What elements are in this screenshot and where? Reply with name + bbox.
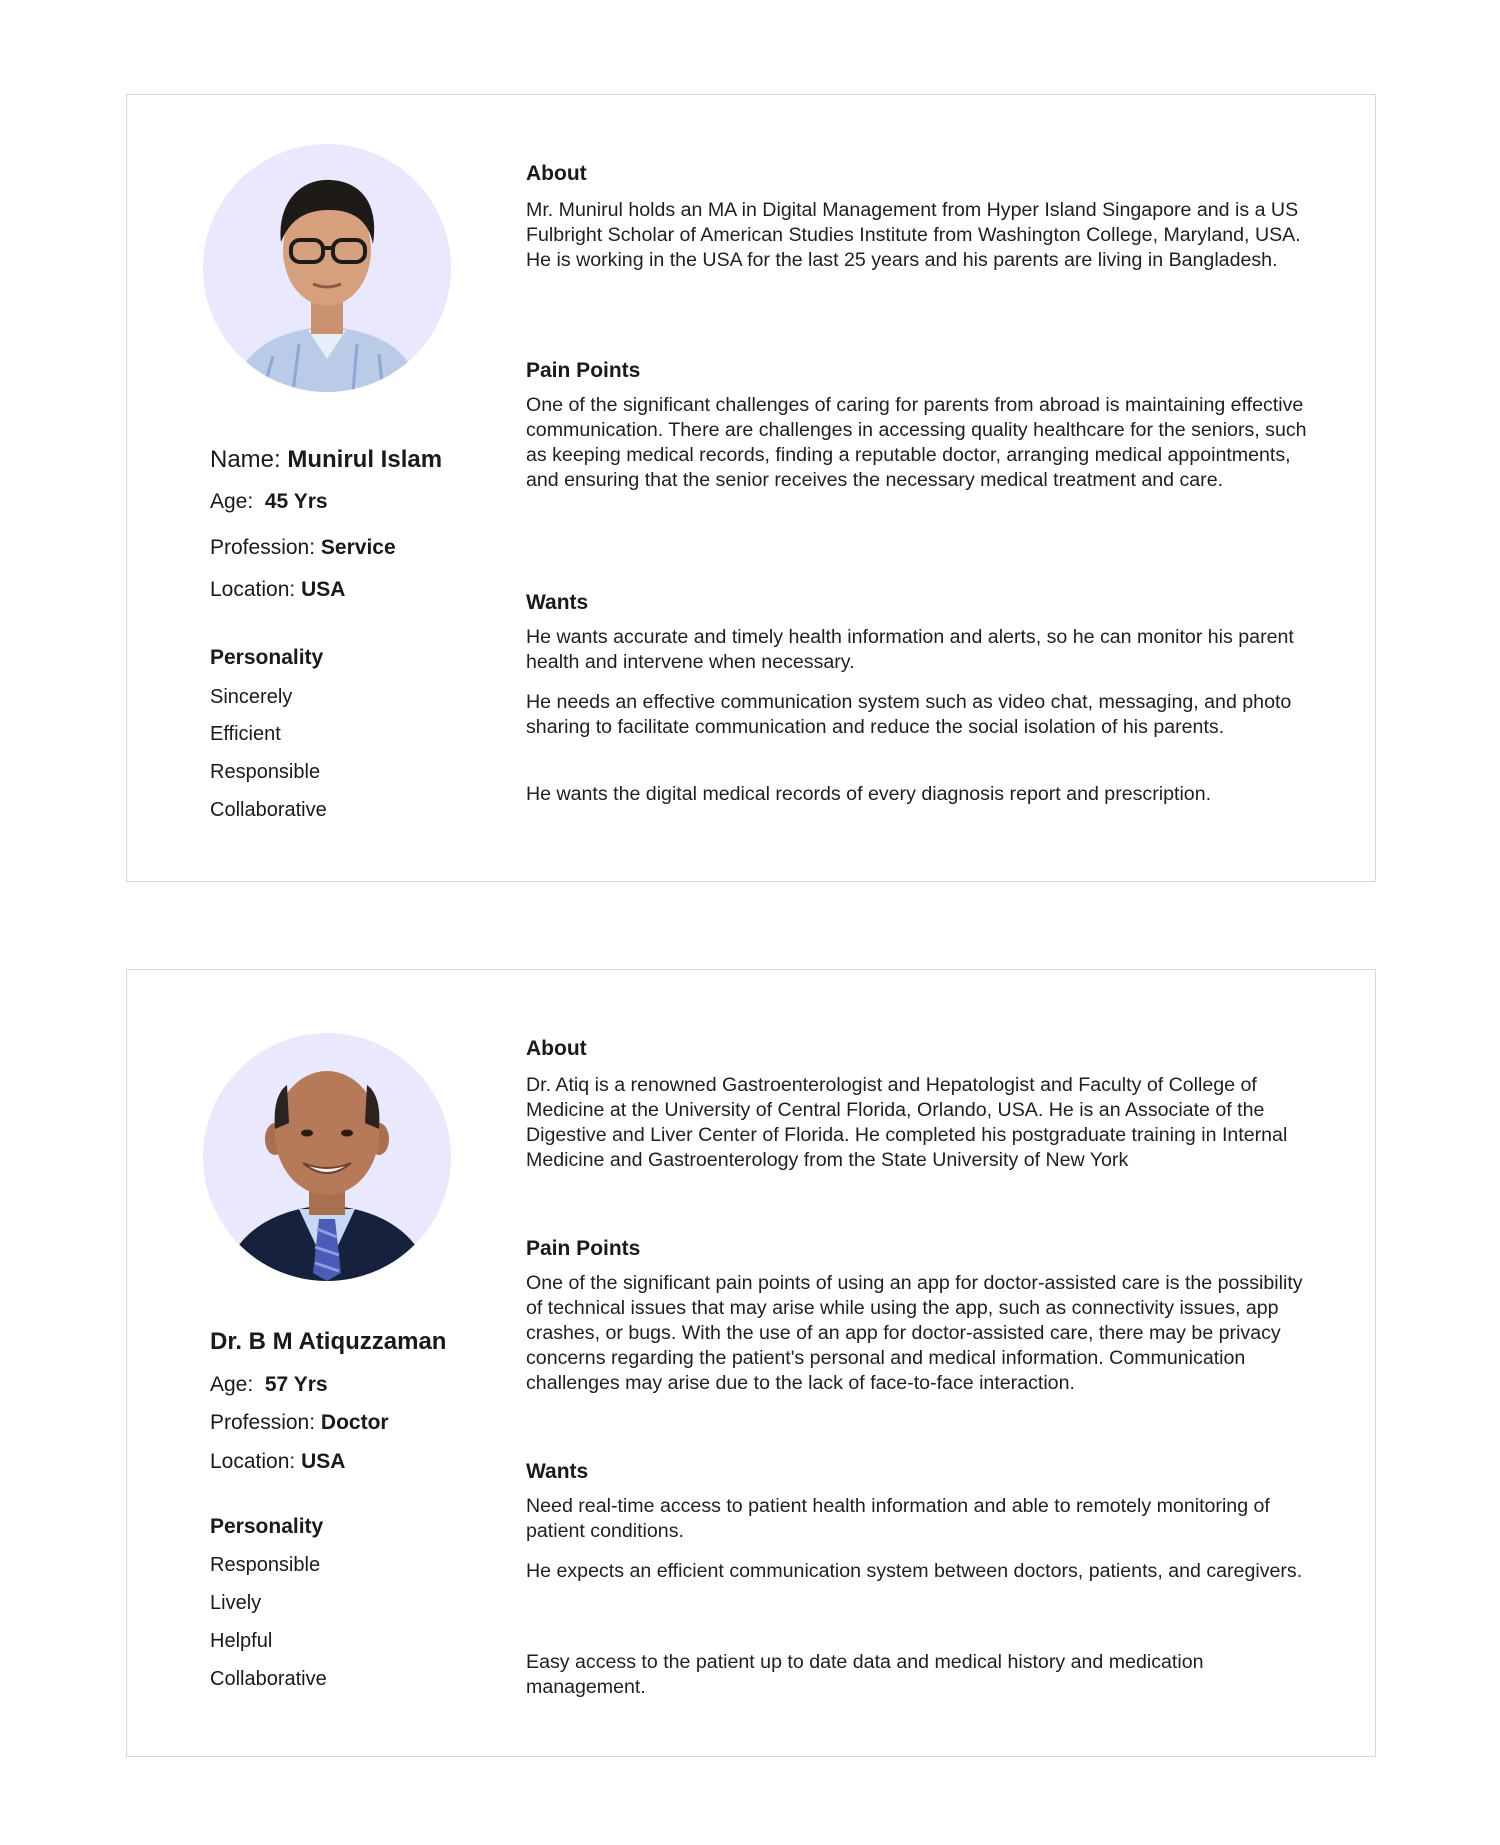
personality-trait: Collaborative — [210, 799, 327, 821]
location-field — [210, 1449, 345, 1474]
about-heading: About — [526, 162, 587, 185]
wants-heading: Wants — [526, 1460, 589, 1483]
location-field — [210, 577, 345, 602]
pain-points-heading: Pain Points — [526, 359, 641, 382]
name-value: Dr. B M Atiquzzaman — [210, 1328, 447, 1355]
personality-trait: Collaborative — [210, 1668, 327, 1690]
about-text: Dr. Atiq is a renowned Gastroenterologist and Hepatologist and Faculty of College of Medicine at the University of Central Florida, Orlando, USA. He is an Associate of the Digestive and Liver Center of Florida. He completed his postgraduate training in Internal Medicine and Gastroenterology from the State University of New York — [526, 1074, 1288, 1171]
age-label: Age: — [210, 490, 254, 513]
wants-item: He wants accurate and timely health information and alerts, so he can monitor his parent health and intervene when necessary. — [526, 626, 1294, 673]
personality-trait: Helpful — [210, 1630, 273, 1652]
personality-trait: Sincerely — [210, 686, 293, 708]
persona-card-atiquzzaman — [126, 969, 1376, 1757]
age-value: 45 Yrs — [264, 490, 328, 513]
about-heading: About — [526, 1037, 587, 1060]
person-photo-icon — [203, 144, 451, 392]
personality-trait: Lively — [210, 1592, 262, 1614]
profession-label: Profession: — [210, 1411, 316, 1434]
person-photo-icon — [203, 1033, 451, 1281]
pain-points-heading: Pain Points — [526, 1237, 641, 1260]
about-text: Mr. Munirul holds an MA in Digital Management from Hyper Island Singapore and is a US Fulbright Scholar of American Studies Institute from Washington College, Maryland, USA. He is working in the USA for the last 25 years and his parents are living in Bangladesh. — [526, 199, 1301, 271]
wants-item: He expects an efficient communication system between doctors, patients, and caregivers. — [526, 1560, 1303, 1582]
location-value: USA — [301, 578, 346, 601]
avatar — [203, 1033, 451, 1281]
personality-trait: Responsible — [210, 761, 321, 783]
personality-heading: Personality — [210, 646, 324, 669]
profession-label: Profession: — [210, 536, 316, 559]
age-value: 57 Yrs — [264, 1373, 328, 1396]
profession-value: Service — [320, 536, 396, 559]
personality-trait: Efficient — [210, 723, 281, 745]
personality-trait: Responsible — [210, 1554, 321, 1576]
wants-item: Easy access to the patient up to date data and medical history and medication management. — [526, 1651, 1204, 1698]
pain-points-text: One of the significant pain points of using an app for doctor-assisted care is the possibility of technical issues that may arise while using the app, such as connectivity issues, app crashes, or bugs. With the use of an app for doctor-assisted care, there may be privacy concerns regarding the patient's personal and medical information. Communication challenges may arise due to the lack of face-to-face interaction. — [526, 1272, 1303, 1394]
age-field — [210, 489, 328, 514]
wants-heading: Wants — [526, 591, 589, 614]
age-field — [210, 1372, 328, 1397]
pain-points-text: One of the significant challenges of caring for parents from abroad is maintaining effective communication. There are challenges in accessing quality healthcare for the seniors, such as keeping medical records, finding a reputable doctor, arranging medical appointments, and ensuring that the senior receives the necessary medical treatment and care. — [526, 394, 1307, 491]
persona-card-munirul — [126, 94, 1376, 882]
location-label: Location: — [210, 1450, 296, 1473]
name-field — [210, 446, 442, 475]
age-label: Age: — [210, 1373, 254, 1396]
wants-item: He needs an effective communication system such as video chat, messaging, and photo sharing to facilitate communication and reduce the social isolation of his parents. — [526, 691, 1292, 738]
location-label: Location: — [210, 578, 296, 601]
location-value: USA — [301, 1450, 346, 1473]
profession-value: Doctor — [320, 1411, 389, 1434]
personality-heading: Personality — [210, 1515, 324, 1538]
profession-field — [210, 535, 396, 560]
wants-item: He wants the digital medical records of every diagnosis report and prescription. — [526, 783, 1212, 805]
profession-field — [210, 1410, 389, 1435]
avatar — [203, 144, 451, 392]
name-label: Name: — [210, 446, 281, 473]
name-value: Munirul Islam — [287, 446, 443, 473]
wants-item: Need real-time access to patient health information and able to remotely monitoring of patient conditions. — [526, 1495, 1270, 1542]
